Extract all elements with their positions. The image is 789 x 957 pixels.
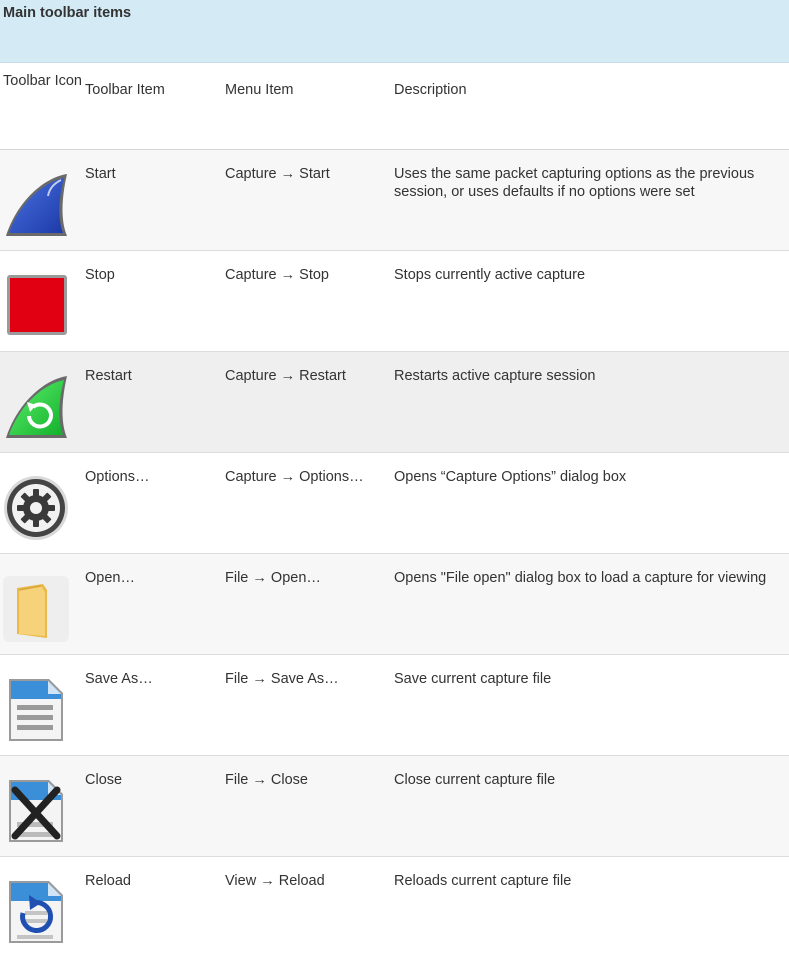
- item-description: Opens "File open" dialog box to load a capture for viewing: [391, 553, 789, 654]
- toolbar-item-name: Stop: [82, 250, 222, 351]
- table-header-row: [0, 63, 789, 149]
- reload-file-icon: [3, 879, 69, 945]
- toolbar-item-name: Save As…: [82, 654, 222, 755]
- save-file-icon: [3, 677, 69, 743]
- shark-fin-green-restart-icon: [3, 374, 69, 440]
- item-description: Restarts active capture session: [391, 351, 789, 452]
- item-description: Reloads current capture file: [394, 872, 572, 889]
- menu-item-path: View → Reload: [225, 872, 325, 889]
- menu-item-path: Capture → Stop: [222, 250, 391, 351]
- toolbar-item-name: Options…: [82, 452, 222, 553]
- header-menu-item: Menu Item: [222, 63, 391, 149]
- toolbar-item-name: Reload: [85, 872, 131, 889]
- toolbar-item-name: Start: [82, 149, 222, 250]
- header-toolbar-icon: Toolbar Icon: [0, 63, 82, 149]
- table-row: [0, 149, 789, 250]
- item-description: Uses the same packet capturing options as the previous session, or uses defaults if no options were set: [391, 149, 789, 250]
- row-icon-cell: [0, 250, 82, 351]
- header-description: Description: [391, 63, 789, 149]
- menu-item-path: File → Save As…: [222, 654, 391, 755]
- table-row: [0, 856, 789, 957]
- row-icon-cell: [0, 149, 82, 250]
- row-icon-cell: [0, 856, 82, 957]
- item-description: Close current capture file: [391, 755, 789, 856]
- row-icon-cell: [0, 553, 82, 654]
- gear-icon: [3, 475, 69, 541]
- table-row: [0, 654, 789, 755]
- toolbar-items-table: [0, 63, 789, 957]
- table-row: [0, 452, 789, 553]
- row-icon-cell: [0, 351, 82, 452]
- row-icon-cell: [0, 755, 82, 856]
- row-icon-cell: [0, 452, 82, 553]
- toolbar-item-name: Restart: [82, 351, 222, 452]
- header-toolbar-item: Toolbar Item: [82, 63, 222, 149]
- toolbar-item-name: Open…: [82, 553, 222, 654]
- folder-icon: [3, 576, 69, 642]
- menu-item-path: File → Close: [222, 755, 391, 856]
- item-description: Stops currently active capture: [391, 250, 789, 351]
- shark-fin-blue-icon: [3, 172, 69, 238]
- row-icon-cell: [0, 654, 82, 755]
- close-file-icon: [3, 778, 69, 844]
- item-description: Save current capture file: [391, 654, 789, 755]
- item-description: Opens “Capture Options” dialog box: [391, 452, 789, 553]
- toolbar-item-name: Close: [82, 755, 222, 856]
- table-row: [0, 755, 789, 856]
- table-row: [0, 553, 789, 654]
- table-row: [0, 351, 789, 452]
- stop-square-red-icon: [3, 273, 69, 339]
- table-row: [0, 250, 789, 351]
- menu-item-path: File → Open…: [222, 553, 391, 654]
- table-caption: Main toolbar items: [0, 0, 789, 63]
- menu-item-path: Capture → Options…: [222, 452, 391, 553]
- menu-item-path: Capture → Start: [222, 149, 391, 250]
- menu-item-path: Capture → Restart: [222, 351, 391, 452]
